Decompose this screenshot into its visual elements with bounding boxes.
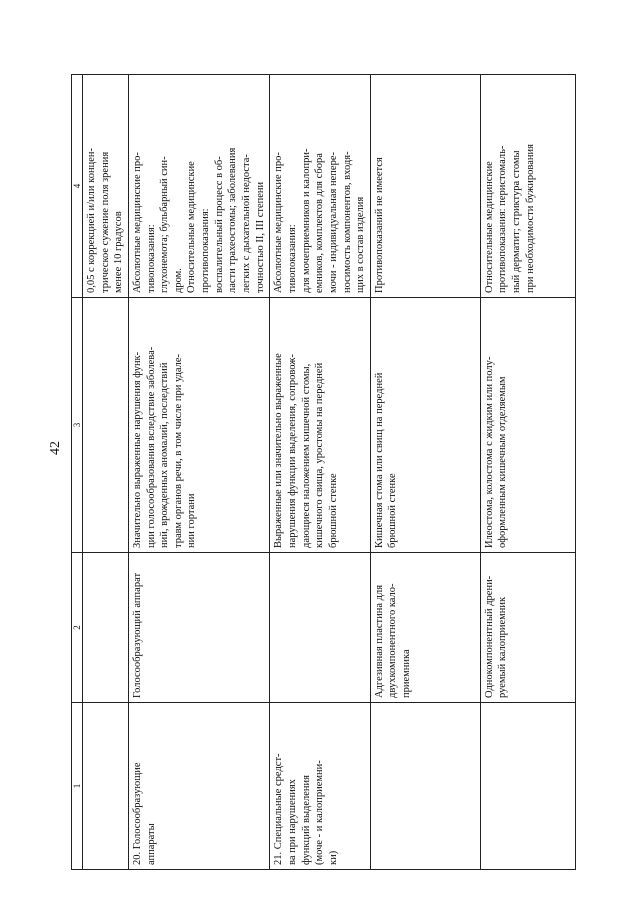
table-row (83, 75, 129, 870)
cell-contraindications (128, 75, 269, 298)
cell-text: Абсолютные медицинские про- тивопоказания: глухонемота; бульбарный син- дром. Относительные медицинские противопоказания: воспалительный процесс в об- ласти трахеостомы; заболевания легких с дыхательной недоста- точностью II, III степени (131, 147, 266, 293)
cell-contraindications (83, 75, 129, 298)
cell-text: 0,05 с коррекцией и/или концен- трическое сужение поля зрения менее 10 градусов (86, 148, 125, 293)
cell-text: Значительно выраженные нарушения функ- ции голосообразования вследствие заболева- ний, врожденных аномалий, последствий травм органов речи, в том числе при удале- нии гортани (131, 346, 198, 548)
cell-text: Абсолютные медицинские про- тивопоказания: для мочеприемников и калопри- емников, комплектов для сбора мочи - индивидуальная непере- носимость компонентов, входя- щих в состав изделия (273, 148, 367, 293)
cell-device (270, 553, 370, 703)
cell-text: Противопоказаний не имеется (373, 157, 385, 293)
cell-text: Однокомпонентный дрени- руемый калоприемник (483, 575, 509, 698)
cell-contraindications (480, 75, 575, 298)
cell-category (480, 703, 575, 870)
cell-device (480, 553, 575, 703)
table-header-row (72, 75, 83, 870)
cell-indications (370, 298, 480, 553)
table-row (480, 75, 575, 870)
cell-category (83, 703, 129, 870)
page-number: 42 (48, 441, 63, 455)
medical-devices-table (71, 74, 576, 870)
column-number-2: 2 (72, 553, 83, 703)
cell-text: Кишечная стома или свищ на передней брюшной стенке (373, 372, 399, 548)
cell-contraindications (270, 75, 370, 298)
cell-device (128, 553, 269, 703)
cell-category (128, 703, 269, 870)
cell-device (83, 553, 129, 703)
cell-indications (128, 298, 269, 553)
column-number-1: 1 (72, 703, 83, 870)
cell-indications (480, 298, 575, 553)
table-row (370, 75, 480, 870)
column-number-4: 4 (72, 75, 83, 298)
cell-text: Адгезивная пластина для двухкомпонентного кало- приемника (373, 583, 413, 698)
cell-text: Илеостома, колостома с жидким или полу- оформленным кишечным отделяемым (483, 356, 509, 548)
table-row (128, 75, 269, 870)
cell-text: 20. Голосообразующие аппараты (131, 762, 157, 865)
cell-text: Относительные медицинские противопоказания: перистомаль- ный дерматит; стриктура стомы при необходимости бужирования (483, 144, 536, 293)
table-row (270, 75, 370, 870)
cell-device (370, 553, 480, 703)
cell-category (270, 703, 370, 870)
cell-indications (270, 298, 370, 553)
column-number-3: 3 (72, 298, 83, 553)
cell-indications (83, 298, 129, 553)
cell-contraindications (370, 75, 480, 298)
cell-text: Голосообразующий аппарат (131, 572, 143, 698)
rotated-table-wrapper (71, 75, 546, 870)
cell-text: Выраженные или значительно выраженные нарушения функции выделения, сопровож- дающиеся наложением кишечной стомы, кишечного свища, уростомы на передней брюшной стенке (273, 353, 339, 548)
cell-category (370, 703, 480, 870)
cell-text: 21. Специальные средст- ва при нарушениях функций выделения (моче - и калоприемни- ки) (273, 753, 339, 865)
